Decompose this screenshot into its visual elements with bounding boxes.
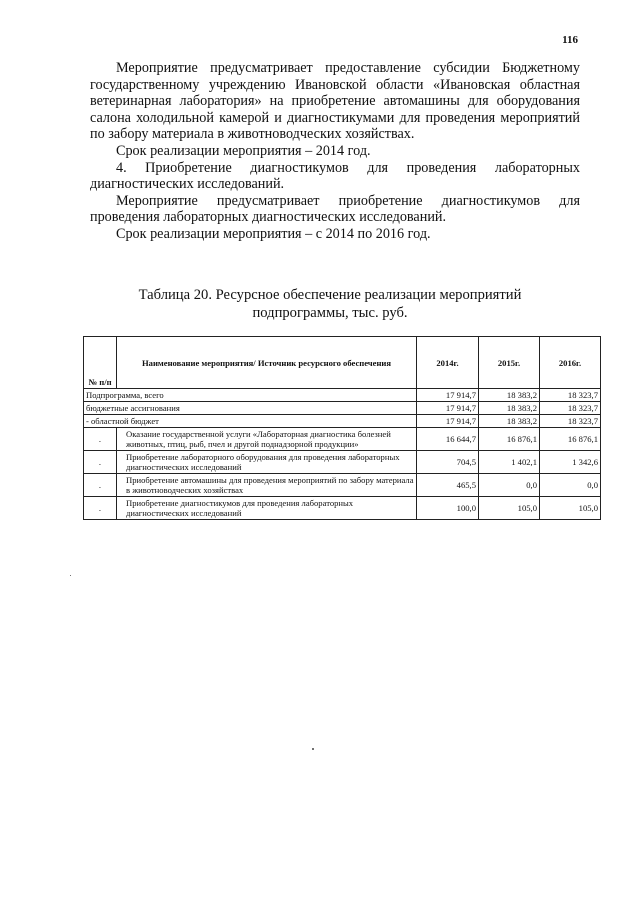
table-caption-line: Таблица 20. Ресурсное обеспечение реализации мероприятий: [138, 287, 522, 303]
table-row: [84, 415, 601, 428]
value-2014: 100,0: [417, 497, 479, 520]
table-caption-line: подпрограммы, тыс. руб.: [252, 304, 408, 321]
value-2014: 17 914,7: [417, 402, 479, 415]
header-2016: 2016г.: [540, 337, 601, 389]
row-name: - областной бюджет: [84, 415, 417, 428]
paragraph: Мероприятие предусматривает приобретение диагностикумов для проведения лабораторных диагностических исследований.: [90, 192, 580, 226]
row-name: Приобретение диагностикумов для проведения лабораторных диагностических исследований: [117, 497, 417, 520]
page-number: 116: [562, 34, 578, 46]
row-name: Оказание государственной услуги «Лабораторная диагностика болезней животных, птиц, рыб, пчел и другой поднадзорной продукции»: [117, 428, 417, 451]
row-index: .: [84, 474, 117, 497]
header-2015: 2015г.: [479, 337, 540, 389]
header-name: Наименование мероприятия/ Источник ресурсного обеспечения: [117, 337, 417, 389]
table-row: [84, 428, 601, 451]
value-2014: 704,5: [417, 451, 479, 474]
value-2015: 0,0: [479, 474, 540, 497]
paragraph: 4. Приобретение диагностикумов для проведения лабораторных диагностических исследований.: [90, 159, 580, 193]
value-2016: 18 323,7: [540, 415, 601, 428]
header-num: № п/п: [84, 337, 117, 389]
value-2014: 465,5: [417, 474, 479, 497]
value-2015: 105,0: [479, 497, 540, 520]
body-text: [90, 60, 580, 243]
paragraph: Мероприятие предусматривает предоставление субсидии Бюджетному государственному учреждению Ивановской области «Ивановская областная ветеринарная лаборатория» на приобретение автомашины для оборудования салона холодильной камерой и диагностикумами для проведения мероприятий по забору материала в животноводческих хозяйствах.: [90, 60, 580, 143]
scan-speck: [70, 575, 71, 576]
table-row: [84, 474, 601, 497]
header-2014: 2014г.: [417, 337, 479, 389]
table-row: [84, 402, 601, 415]
value-2016: 0,0: [540, 474, 601, 497]
value-2015: 18 383,2: [479, 389, 540, 402]
row-index: .: [84, 451, 117, 474]
row-name: Подпрограмма, всего: [84, 389, 417, 402]
value-2014: 17 914,7: [417, 415, 479, 428]
value-2015: 16 876,1: [479, 428, 540, 451]
row-index: .: [84, 428, 117, 451]
row-name: Приобретение лабораторного оборудования для проведения лабораторных диагностических исследований: [117, 451, 417, 474]
scan-speck: [312, 748, 314, 750]
paragraph: Срок реализации мероприятия – с 2014 по 2016 год.: [116, 225, 431, 242]
table-row: [84, 497, 601, 520]
table-header-row: [84, 337, 601, 389]
value-2015: 18 383,2: [479, 415, 540, 428]
value-2015: 1 402,1: [479, 451, 540, 474]
value-2016: 16 876,1: [540, 428, 601, 451]
table-row: [84, 389, 601, 402]
value-2014: 16 644,7: [417, 428, 479, 451]
value-2015: 18 383,2: [479, 402, 540, 415]
value-2016: 18 323,7: [540, 402, 601, 415]
row-name: Приобретение автомашины для проведения мероприятий по забору материала в животноводческих хозяйствах: [117, 474, 417, 497]
resource-table: [83, 336, 601, 520]
table-caption: [120, 287, 540, 322]
table-row: [84, 451, 601, 474]
row-index: .: [84, 497, 117, 520]
value-2016: 18 323,7: [540, 389, 601, 402]
paragraph: Срок реализации мероприятия – 2014 год.: [116, 142, 371, 159]
value-2016: 1 342,6: [540, 451, 601, 474]
value-2016: 105,0: [540, 497, 601, 520]
row-name: бюджетные ассигнования: [84, 402, 417, 415]
value-2014: 17 914,7: [417, 389, 479, 402]
